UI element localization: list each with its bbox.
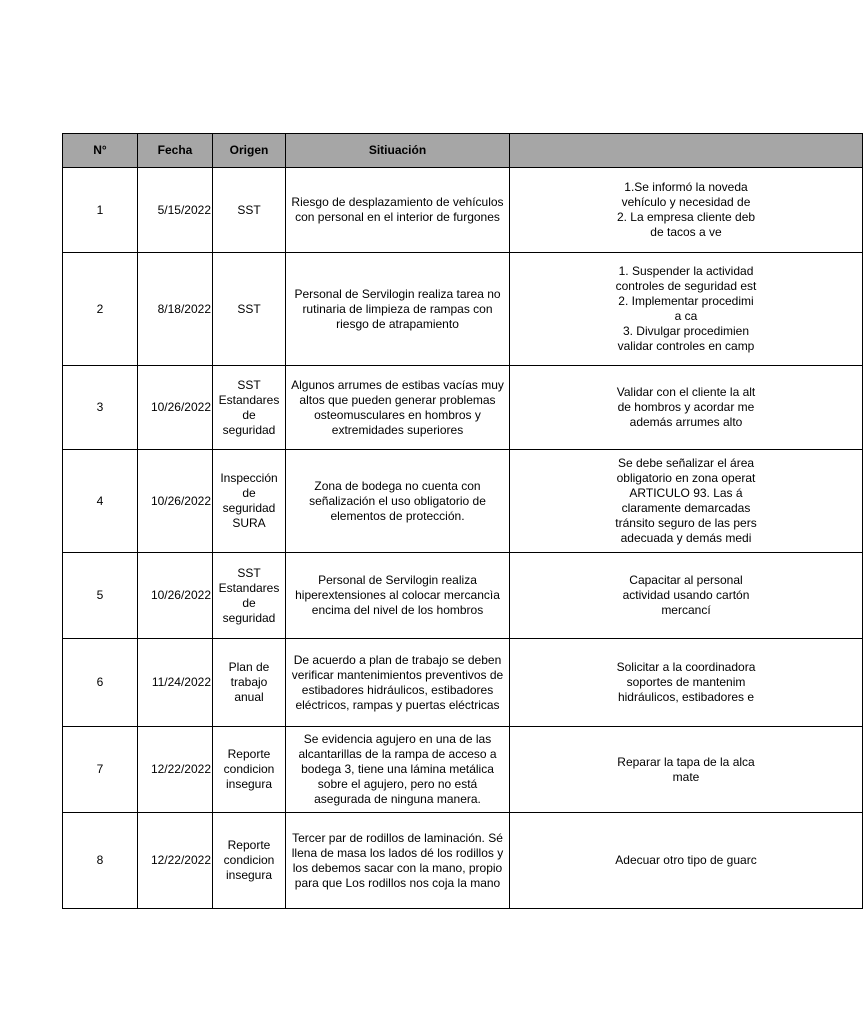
row-accion: Reparar la tapa de la alca mate <box>510 727 863 813</box>
row-fecha: 10/26/2022 <box>138 450 213 553</box>
table-row <box>63 639 863 727</box>
row-number: 4 <box>63 450 138 553</box>
row-fecha: 10/26/2022 <box>138 366 213 450</box>
table-row <box>63 813 863 909</box>
row-origen: Reporte condicion insegura <box>213 813 286 909</box>
row-situacion: Zona de bodega no cuenta con señalización el uso obligatorio de elementos de protección. <box>286 450 510 553</box>
column-header-accion <box>510 134 863 168</box>
column-header-number: N° <box>63 134 138 168</box>
row-fecha: 5/15/2022 <box>138 168 213 253</box>
row-situacion: Tercer par de rodillos de laminación. Sé llena de masa los lados dé los rodillos y los debemos sacar con la mano, propio para que Los rodillos nos coja la mano <box>286 813 510 909</box>
row-situacion: Personal de Servilogin realiza tarea no rutinaria de limpieza de rampas con riesgo de atrapamiento <box>286 253 510 366</box>
row-fecha: 10/26/2022 <box>138 553 213 639</box>
row-fecha: 12/22/2022 <box>138 813 213 909</box>
row-number: 5 <box>63 553 138 639</box>
row-fecha: 8/18/2022 <box>138 253 213 366</box>
row-origen: Plan de trabajo anual <box>213 639 286 727</box>
table-row <box>63 366 863 450</box>
table-row <box>63 168 863 253</box>
table-row <box>63 450 863 553</box>
row-number: 8 <box>63 813 138 909</box>
column-header-origen: Origen <box>213 134 286 168</box>
table-header-row <box>63 134 863 168</box>
row-situacion: Personal de Servilogin realiza hiperextensiones al colocar mercancìa encima del nivel de los hombros <box>286 553 510 639</box>
row-accion: 1. Suspender la actividad controles de seguridad est 2. Implementar procedimi a ca 3. Divulgar procedimien validar controles en camp <box>510 253 863 366</box>
row-number: 1 <box>63 168 138 253</box>
row-accion: 1.Se informó la noveda vehículo y necesidad de 2. La empresa cliente deb de tacos a ve <box>510 168 863 253</box>
row-situacion: Algunos arrumes de estibas vacías muy altos que pueden generar problemas osteomusculares en hombros y extremidades superiores <box>286 366 510 450</box>
row-accion: Validar con el cliente la alt de hombros y acordar me además arrumes alto <box>510 366 863 450</box>
row-accion: Solicitar a la coordinadora soportes de mantenim hidráulicos, estibadores e <box>510 639 863 727</box>
row-origen: SST <box>213 253 286 366</box>
spreadsheet-view <box>62 133 757 910</box>
column-header-situacion: Sitiuación <box>286 134 510 168</box>
row-number: 7 <box>63 727 138 813</box>
row-origen: Reporte condicion insegura <box>213 727 286 813</box>
table-row <box>63 727 863 813</box>
row-accion: Capacitar al personal actividad usando cartón mercancí <box>510 553 863 639</box>
row-fecha: 11/24/2022 <box>138 639 213 727</box>
row-situacion: De acuerdo a plan de trabajo se deben verificar mantenimientos preventivos de estibadores hidráulicos, estibadores eléctricos, rampas y puertas eléctricas <box>286 639 510 727</box>
table-row <box>63 253 863 366</box>
row-origen: SST Estandares de seguridad <box>213 553 286 639</box>
row-fecha: 12/22/2022 <box>138 727 213 813</box>
hazard-table <box>62 133 863 909</box>
row-number: 2 <box>63 253 138 366</box>
row-accion: Se debe señalizar el área obligatorio en zona operat ARTICULO 93. Las á claramente demarcadas tránsito seguro de las pers adecuada y demás medi <box>510 450 863 553</box>
row-origen: Inspección de seguridad SURA <box>213 450 286 553</box>
row-number: 6 <box>63 639 138 727</box>
column-header-fecha: Fecha <box>138 134 213 168</box>
row-accion: Adecuar otro tipo de guarc <box>510 813 863 909</box>
row-number: 3 <box>63 366 138 450</box>
row-situacion: Se evidencia agujero en una de las alcantarillas de la rampa de acceso a bodega 3, tiene una lámina metálica sobre el agujero, pero no está asegurada de ninguna manera. <box>286 727 510 813</box>
row-situacion: Riesgo de desplazamiento de vehículos con personal en el interior de furgones <box>286 168 510 253</box>
row-origen: SST <box>213 168 286 253</box>
row-origen: SST Estandares de seguridad <box>213 366 286 450</box>
table-row <box>63 553 863 639</box>
